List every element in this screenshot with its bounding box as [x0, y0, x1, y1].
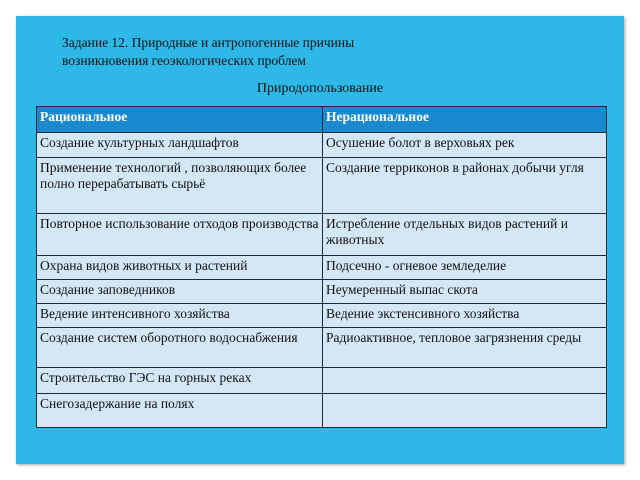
cell-rational: Охрана видов животных и растений: [37, 256, 323, 280]
cell-rational: Строительство ГЭС на горных реках: [37, 368, 323, 394]
task-title-line-1: Задание 12. Природные и антропогенные причины: [62, 35, 355, 50]
cell-rational: Создание систем оборотного водоснабжения: [37, 328, 323, 368]
task-title: [62, 34, 442, 70]
cell-irrational: [323, 394, 607, 428]
cell-irrational: Неумеренный выпас скота: [323, 280, 607, 304]
cell-rational: Снегозадержание на полях: [37, 394, 323, 428]
table-row: [37, 158, 607, 214]
table-row: [37, 214, 607, 256]
header-irrational: Нерациональное: [323, 107, 607, 133]
table-row: [37, 394, 607, 428]
table-row: [37, 304, 607, 328]
cell-irrational: Радиоактивное, тепловое загрязнения среды: [323, 328, 607, 368]
table-caption: Природопользование: [256, 81, 384, 96]
cell-rational: Создание культурных ландшафтов: [37, 133, 323, 158]
cell-rational: Ведение интенсивного хозяйства: [37, 304, 323, 328]
task-title-line-2: возникновения геоэкологических проблем: [62, 53, 306, 68]
cell-irrational: [323, 368, 607, 394]
cell-rational: Применение технологий , позволяющих более полно перерабатывать сырьё: [37, 158, 323, 214]
cell-rational: Повторное использование отходов производства: [37, 214, 323, 256]
cell-irrational: Осушение болот в верховьях рек: [323, 133, 607, 158]
cell-irrational: Подсечно - огневое земледелие: [323, 256, 607, 280]
header-rational: Рациональное: [37, 107, 323, 133]
table-row: [37, 328, 607, 368]
cell-irrational: Создание терриконов в районах добычи угля: [323, 158, 607, 214]
cell-rational: Создание заповедников: [37, 280, 323, 304]
table-row: [37, 133, 607, 158]
table-row: [37, 280, 607, 304]
table-row: [37, 256, 607, 280]
table-header-row: [37, 107, 607, 133]
table-row: [37, 368, 607, 394]
nature-use-table: [36, 106, 607, 428]
cell-irrational: Ведение экстенсивного хозяйства: [323, 304, 607, 328]
cell-irrational: Истребление отдельных видов растений и животных: [323, 214, 607, 256]
